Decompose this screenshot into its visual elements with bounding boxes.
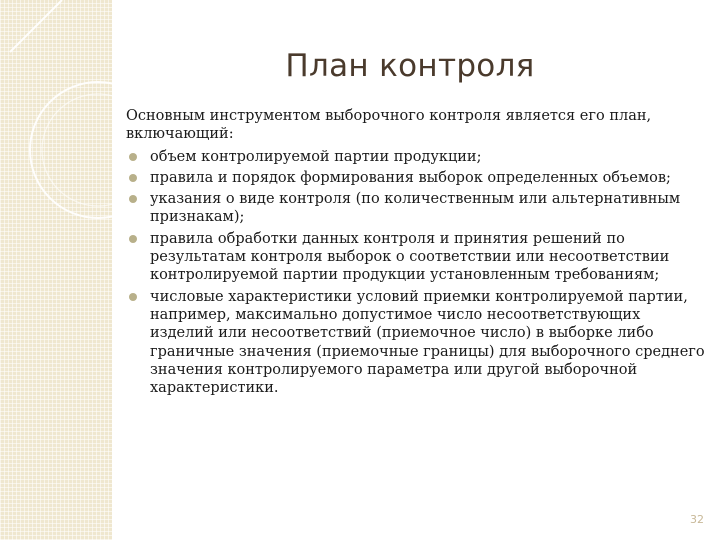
bullet-item [126, 190, 706, 227]
bullet-text: правила обработки данных контроля и принятия решений по результатам контроля выборок о соответствии или несоответствии контролируемой партии продукции установленным требованиям; [150, 230, 670, 284]
bullet-icon [129, 195, 137, 203]
bullet-item [126, 288, 706, 398]
bullet-text: правила и порядок формирования выборок определенных объемов; [150, 169, 671, 186]
bullet-icon [129, 174, 137, 182]
bullet-item [126, 169, 706, 187]
bullet-text: числовые характеристики условий приемки контролируемой партии, например, максимально допустимое число несоответствующих изделий или несоответствий (приемочное число) в выборке либо граничные значения (приемочные границы) для выборочного среднего значения контролируемого параметра или другой выборочной характеристики. [150, 288, 705, 397]
slide-body [126, 107, 706, 400]
bullet-item [126, 230, 706, 285]
bullet-text: указания о виде контроля (по количественным или альтернативным признакам); [150, 191, 681, 226]
bullet-list [126, 148, 706, 398]
intro-text: Основным инструментом выборочного контроля является его план, включающий: [126, 108, 652, 143]
decorative-circles-icon [0, 0, 112, 260]
bullet-text: объем контролируемой партии продукции; [150, 148, 482, 165]
slide-title: План контроля [285, 48, 535, 84]
bullet-icon [129, 153, 137, 161]
bullet-icon [129, 293, 137, 301]
decorative-side-strip [0, 0, 112, 540]
page-number: 32 [690, 513, 704, 526]
bullet-item [126, 148, 706, 166]
bullet-icon [129, 235, 137, 243]
